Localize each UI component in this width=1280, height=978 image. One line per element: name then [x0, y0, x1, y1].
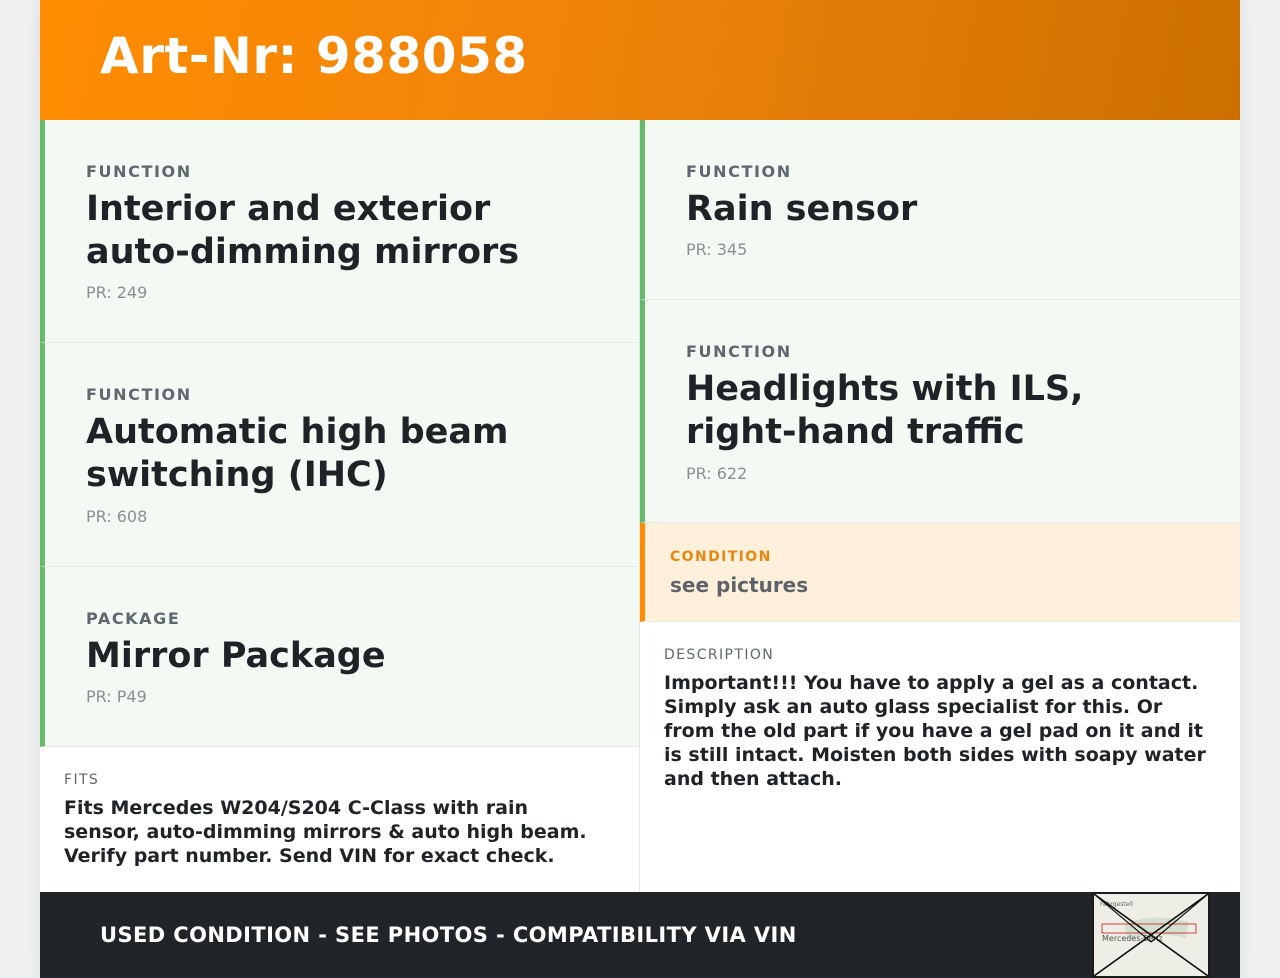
- card-title: Mirror Package: [86, 636, 386, 676]
- card-title: Interior and exterior auto-dimming mirrors: [86, 189, 520, 272]
- condition-label: CONDITION: [670, 549, 772, 565]
- feature-card: [40, 343, 639, 567]
- description-label: DESCRIPTION: [664, 647, 775, 663]
- pr-code: PR: 249: [86, 283, 148, 302]
- card-title: Rain sensor: [686, 189, 918, 229]
- thumbnail-brand: Mercedes-Benz: [1102, 934, 1163, 943]
- fits-text: Fits Mercedes W204/S204 C-Class with rain sensor, auto-dimming mirrors & auto high beam. Verify part number. Send VIN for exact check.: [64, 797, 587, 867]
- package-card: [40, 567, 639, 747]
- feature-card: [640, 120, 1240, 300]
- footer-notice: USED CONDITION - SEE PHOTOS - COMPATIBILITY VIA VIN: [100, 923, 797, 947]
- pr-code: PR: P49: [86, 687, 147, 706]
- pr-code: PR: 345: [686, 240, 748, 259]
- thumbnail-image: [1094, 894, 1208, 976]
- listing-page: [40, 0, 1240, 978]
- footer-bar: [40, 892, 1240, 978]
- condition-card: [640, 523, 1240, 622]
- article-number-title: Art-Nr: 988058: [100, 27, 528, 85]
- condition-value: see pictures: [670, 573, 809, 597]
- thumbnail-caption: Fahrgestell: [1100, 901, 1133, 908]
- left-column: [40, 120, 640, 892]
- header-bar: [40, 0, 1240, 120]
- description-text: Important!!! You have to apply a gel as a contact. Simply ask an auto glass specialist for this. Or from the old part if you have a gel pad on it and it is still intact. Moisten both sides with soapy water and then attach.: [664, 672, 1206, 790]
- card-label: FUNCTION: [686, 342, 792, 361]
- feature-grid: [40, 120, 1240, 892]
- pr-code: PR: 608: [86, 507, 148, 526]
- card-title: Automatic high beam switching (IHC): [86, 412, 509, 495]
- pr-code: PR: 622: [686, 464, 748, 483]
- feature-card: [640, 300, 1240, 523]
- feature-card: [40, 120, 639, 343]
- part-photo-thumbnail[interactable]: [1092, 892, 1210, 978]
- card-label: PACKAGE: [86, 609, 181, 628]
- fits-label: FITS: [64, 772, 100, 788]
- card-title: Headlights with ILS, right-hand traffic: [686, 369, 1084, 452]
- right-column: [640, 120, 1240, 892]
- card-label: FUNCTION: [686, 162, 792, 181]
- card-label: FUNCTION: [86, 385, 192, 404]
- card-label: FUNCTION: [86, 162, 192, 181]
- fits-section: [40, 747, 639, 892]
- description-section: [640, 622, 1240, 892]
